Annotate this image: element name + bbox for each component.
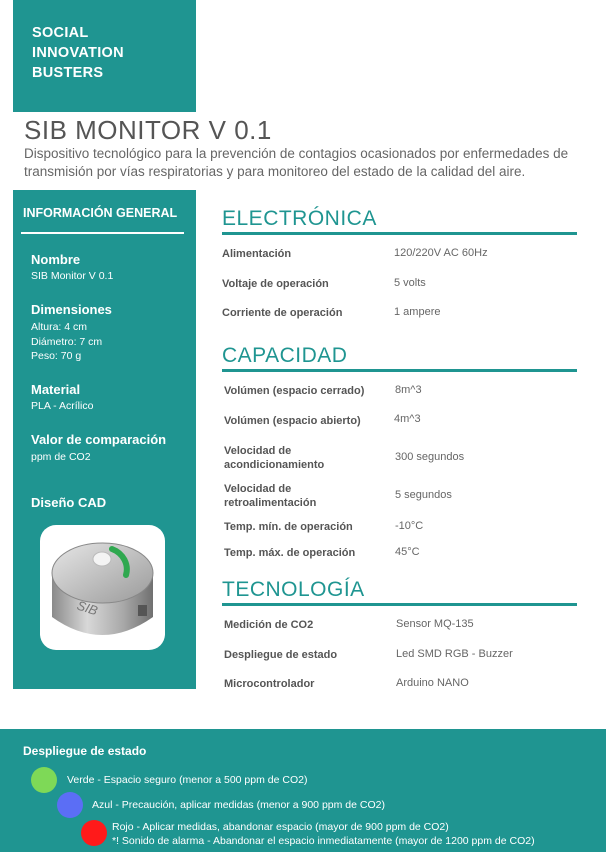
- nombre-value: SIB Monitor V 0.1: [31, 270, 114, 282]
- brand-line: BUSTERS: [32, 65, 104, 81]
- spec-label: Voltaje de operación: [222, 278, 329, 290]
- section-divider: [222, 603, 577, 606]
- spec-label: Velocidad de: [224, 483, 292, 495]
- brand-line: INNOVATION: [32, 45, 124, 61]
- section-title-electronica: ELECTRÓNICA: [222, 207, 377, 230]
- spec-value: 120/220V AC 60Hz: [394, 247, 488, 259]
- cad-label: Diseño CAD: [31, 495, 107, 510]
- material-label: Material: [31, 382, 81, 397]
- spec-label: Despliegue de estado: [224, 649, 338, 661]
- spec-label: Temp. mín. de operación: [224, 521, 353, 533]
- status-legend-footer: [0, 729, 606, 852]
- blue-status-text: Azul - Precaución, aplicar medidas (menor a 900 ppm de CO2): [92, 799, 385, 811]
- red-status-text: Rojo - Aplicar medidas, abandonar espacio (mayor de 900 ppm de CO2): [112, 821, 449, 833]
- spec-value: Led SMD RGB - Buzzer: [396, 648, 513, 660]
- spec-label: Volúmen (espacio cerrado): [224, 385, 365, 397]
- blue-status-dot: [57, 792, 83, 818]
- spec-value: 8m^3: [395, 384, 422, 396]
- cad-image: [40, 525, 165, 650]
- alarm-status-text: *! Sonido de alarma - Abandonar el espacio inmediatamente (mayor de 1200 ppm de CO2): [112, 835, 535, 847]
- spec-value: 45°C: [395, 546, 420, 558]
- spec-label: Velocidad de: [224, 445, 292, 457]
- brand-line: SOCIAL: [32, 25, 89, 41]
- general-info-sidebar: [13, 190, 196, 689]
- spec-label: Temp. máx. de operación: [224, 547, 356, 559]
- spec-value: -10°C: [395, 520, 424, 532]
- diametro-value: Diámetro: 7 cm: [31, 336, 103, 348]
- section-title-capacidad: CAPACIDAD: [222, 344, 348, 367]
- valor-label: Valor de comparación: [31, 432, 167, 447]
- valor-value: ppm de CO2: [31, 451, 91, 463]
- green-status-dot: [31, 767, 57, 793]
- spec-value: 4m^3: [394, 413, 421, 425]
- brand-block: [13, 0, 196, 112]
- spec-label: Volúmen (espacio abierto): [224, 415, 361, 427]
- device-illustration: [40, 525, 165, 650]
- spec-value: 1 ampere: [394, 306, 441, 318]
- material-value: PLA - Acrílico: [31, 400, 94, 412]
- spec-label: acondicionamiento: [224, 459, 325, 471]
- section-divider: [222, 369, 577, 372]
- spec-value: Arduino NANO: [396, 677, 469, 689]
- subtitle-line: transmisión por vías respiratorias y para monitoreo del estado de la calidad del aire.: [24, 164, 526, 179]
- sidebar-heading: INFORMACIÓN GENERAL: [23, 206, 178, 220]
- red-status-dot: [81, 820, 107, 846]
- page-title: SIB MONITOR V 0.1: [24, 115, 272, 145]
- footer-title: Despliegue de estado: [23, 744, 147, 758]
- subtitle-line: Dispositivo tecnológico para la prevención de contagios ocasionados por enfermedades de: [24, 146, 569, 161]
- spec-label: Alimentación: [222, 248, 292, 260]
- spec-value: 5 segundos: [395, 489, 452, 501]
- altura-value: Altura: 4 cm: [31, 321, 88, 333]
- spec-value: 5 volts: [394, 277, 426, 289]
- sidebar-divider: [21, 232, 184, 234]
- section-divider: [222, 232, 577, 235]
- spec-value: Sensor MQ-135: [396, 618, 474, 630]
- spec-label: retroalimentación: [224, 497, 317, 509]
- green-status-text: Verde - Espacio seguro (menor a 500 ppm de CO2): [67, 774, 308, 786]
- spec-label: Medición de CO2: [224, 619, 314, 631]
- device-engraving: SIB: [75, 597, 100, 619]
- peso-value: Peso: 70 g: [31, 350, 82, 362]
- section-title-tecnologia: TECNOLOGÍA: [222, 578, 365, 601]
- nombre-label: Nombre: [31, 252, 81, 267]
- dimensiones-label: Dimensiones: [31, 302, 112, 317]
- spec-label: Microcontrolador: [224, 678, 315, 690]
- spec-value: 300 segundos: [395, 451, 465, 463]
- spec-label: Corriente de operación: [222, 307, 343, 319]
